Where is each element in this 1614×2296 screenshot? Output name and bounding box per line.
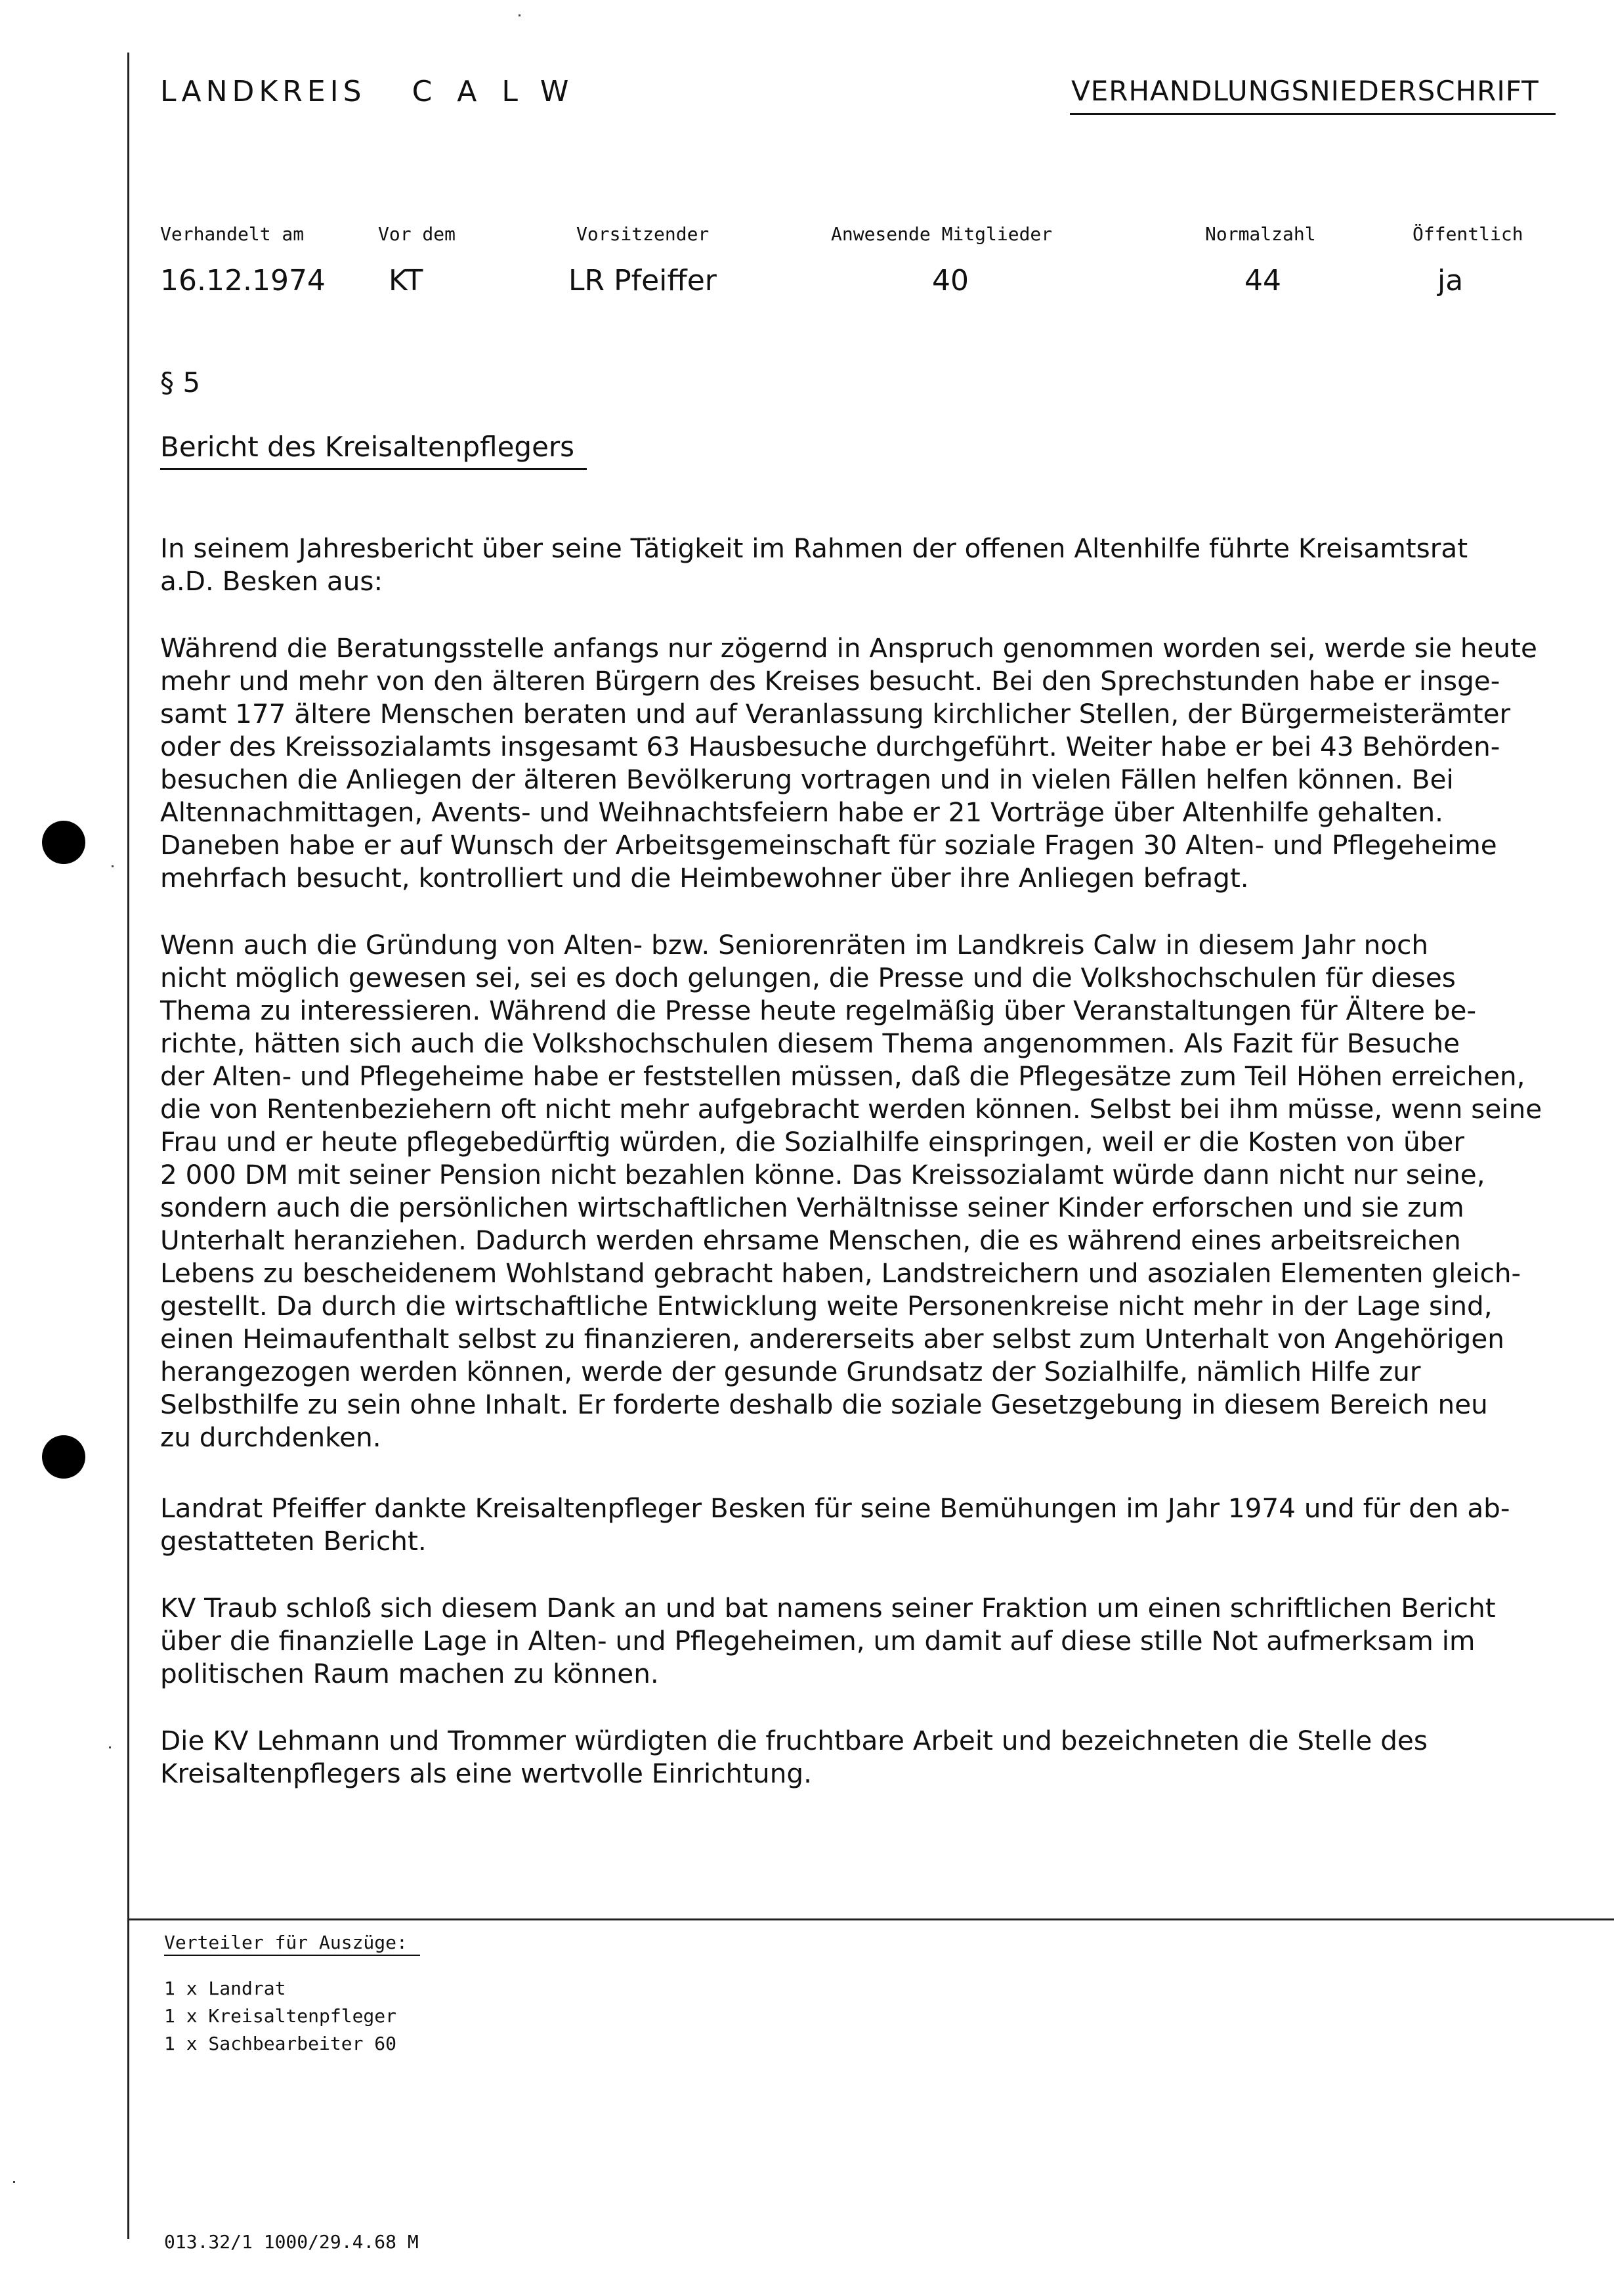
meta-value-body: KT bbox=[389, 264, 423, 297]
footer-divider bbox=[127, 1918, 1614, 1920]
meta-label-chair: Vorsitzender bbox=[576, 223, 710, 245]
punch-hole-upper bbox=[42, 821, 85, 864]
distribution-item: 1 x Kreisaltenpfleger bbox=[164, 2005, 397, 2027]
meta-value-public: ja bbox=[1437, 264, 1464, 297]
scan-speck bbox=[519, 14, 520, 16]
header-org bbox=[160, 75, 593, 108]
paragraph-findings: Wenn auch die Gründung von Alten- bzw. Seniorenräten im Landkreis Calw in diesem Jahr noch nicht möglich gewesen sei, sei es doch gelungen, die Presse und die Volkshochschulen für dieses Thema zu interessieren. Während die Presse heute regelmäßig über Veranstaltungen für Ältere be- richte, hätten sich auch die Volkshochschulen diesem Thema angenommen. Als Fazit für Besuche der Alten- und Pflegeheime habe er feststellen müssen, daß die Pflegesätze zum Teil Höhen erreichen, die von Rentenbeziehern oft nicht mehr aufgebracht werden können. Selbst bei ihm müsse, wenn seine Frau und er heute pflegebedürftig würden, die Sozialhilfe einspringen, weil er die Kosten von über 2 000 DM mit seiner Pension nicht bezahlen könne. Das Kreissozialamt würde dann nicht nur seine, sondern auch die persönlichen wirtschaftlichen Verhältnisse seiner Kinder erforschen und sie zum Unterhalt heranziehen. Dadurch werden ehrsame Menschen, die es während eines arbeitsreichen Lebens zu bescheidenem Wohlstand gebracht haben, Landstreichern und asozialen Elementen gleich- gestellt. Da durch die wirtschaftliche Entwicklung weite Personenkreise nicht mehr in der Lage sind, einen Heimaufenthalt selbst zu finanzieren, andererseits aber selbst zum Unterhalt von Angehörigen herangezogen werden können, werde der gesunde Grundsatz der Sozialhilfe, nämlich Hilfe zur Selbsthilfe zu sein ohne Inhalt. Er forderte deshalb die soziale Gesetzgebung in diesem Bereich neu zu durchdenken. bbox=[160, 929, 1542, 1453]
meta-value-present: 40 bbox=[932, 264, 969, 297]
meta-value-normal: 44 bbox=[1244, 264, 1281, 297]
distribution-heading-underline bbox=[164, 1955, 420, 1956]
meta-label-normal: Normalzahl bbox=[1205, 223, 1316, 245]
header-org-prefix: LANDKREIS bbox=[160, 75, 366, 108]
section-title: Bericht des Kreisaltenpflegers bbox=[160, 431, 575, 463]
punch-hole-lower bbox=[42, 1435, 85, 1479]
header-underline bbox=[1070, 113, 1556, 115]
header-org-name: CALW bbox=[412, 75, 594, 108]
paragraph-traub: KV Traub schloß sich diesem Dank an und bat namens seiner Fraktion um einen schriftlichen Bericht über die finanzielle Lage in Alten- und Pflegeheimen, um damit auf diese stille Not aufmerksam im politischen Raum machen zu können. bbox=[160, 1592, 1496, 1689]
meta-label-present: Anwesende Mitglieder bbox=[831, 223, 1053, 245]
meta-label-date: Verhandelt am bbox=[160, 223, 305, 245]
paragraph-intro: In seinem Jahresbericht über seine Tätigkeit im Rahmen der offenen Altenhilfe führte Kreisamtsrat a.D. Besken aus: bbox=[160, 532, 1468, 597]
distribution-item: 1 x Landrat bbox=[164, 1978, 286, 1999]
paragraph-activities: Während die Beratungsstelle anfangs nur zögernd in Anspruch genommen worden sei, werde sie heute mehr und mehr von den älteren Bürgern des Kreises besucht. Bei den Sprechstunden habe er insge- samt 177 ältere Menschen beraten und auf Veranlassung kirchlicher Stellen, der Bürgermeisterämter oder des Kreissozialamts insgesamt 63 Hausbesuche durchgeführt. Weiter habe er bei 43 Behörden- besuchen die Anliegen der älteren Bevölkerung vortragen und in vielen Fällen helfen können. Bei Altennachmittagen, Avents- und Weihnachtsfeiern habe er 21 Vorträge über Altenhilfe gehalten. Daneben habe er auf Wunsch der Arbeitsgemeinschaft für soziale Fragen 30 Alten- und Pflegeheime mehrfach besucht, kontrolliert und die Heimbewohner über ihre Anliegen befragt. bbox=[160, 632, 1537, 894]
header-doc-type: VERHANDLUNGSNIEDERSCHRIFT bbox=[1071, 75, 1539, 107]
section-number: § 5 bbox=[160, 366, 201, 399]
margin-line bbox=[127, 53, 129, 2239]
paragraph-thanks: Landrat Pfeiffer dankte Kreisaltenpfleger Besken für seine Bemühungen im Jahr 1974 und für den ab- gestatteten Bericht. bbox=[160, 1492, 1510, 1557]
meta-label-body: Vor dem bbox=[378, 223, 456, 245]
scan-speck bbox=[112, 865, 114, 867]
meta-label-public: Öffentlich bbox=[1412, 223, 1523, 245]
meta-value-date: 16.12.1974 bbox=[160, 264, 326, 297]
distribution-heading: Verteiler für Auszüge: bbox=[164, 1932, 408, 1953]
paragraph-closing: Die KV Lehmann und Trommer würdigten die fruchtbare Arbeit und bezeichneten die Stelle des Kreisaltenpflegers als eine wertvolle Einrichtung. bbox=[160, 1725, 1428, 1789]
scan-speck bbox=[13, 2181, 15, 2183]
scan-speck bbox=[109, 1746, 111, 1748]
meta-value-chair: LR Pfeiffer bbox=[568, 264, 717, 297]
distribution-item: 1 x Sachbearbeiter 60 bbox=[164, 2033, 397, 2054]
section-title-underline bbox=[160, 468, 587, 470]
form-code: 013.32/1 1000/29.4.68 M bbox=[164, 2231, 419, 2253]
